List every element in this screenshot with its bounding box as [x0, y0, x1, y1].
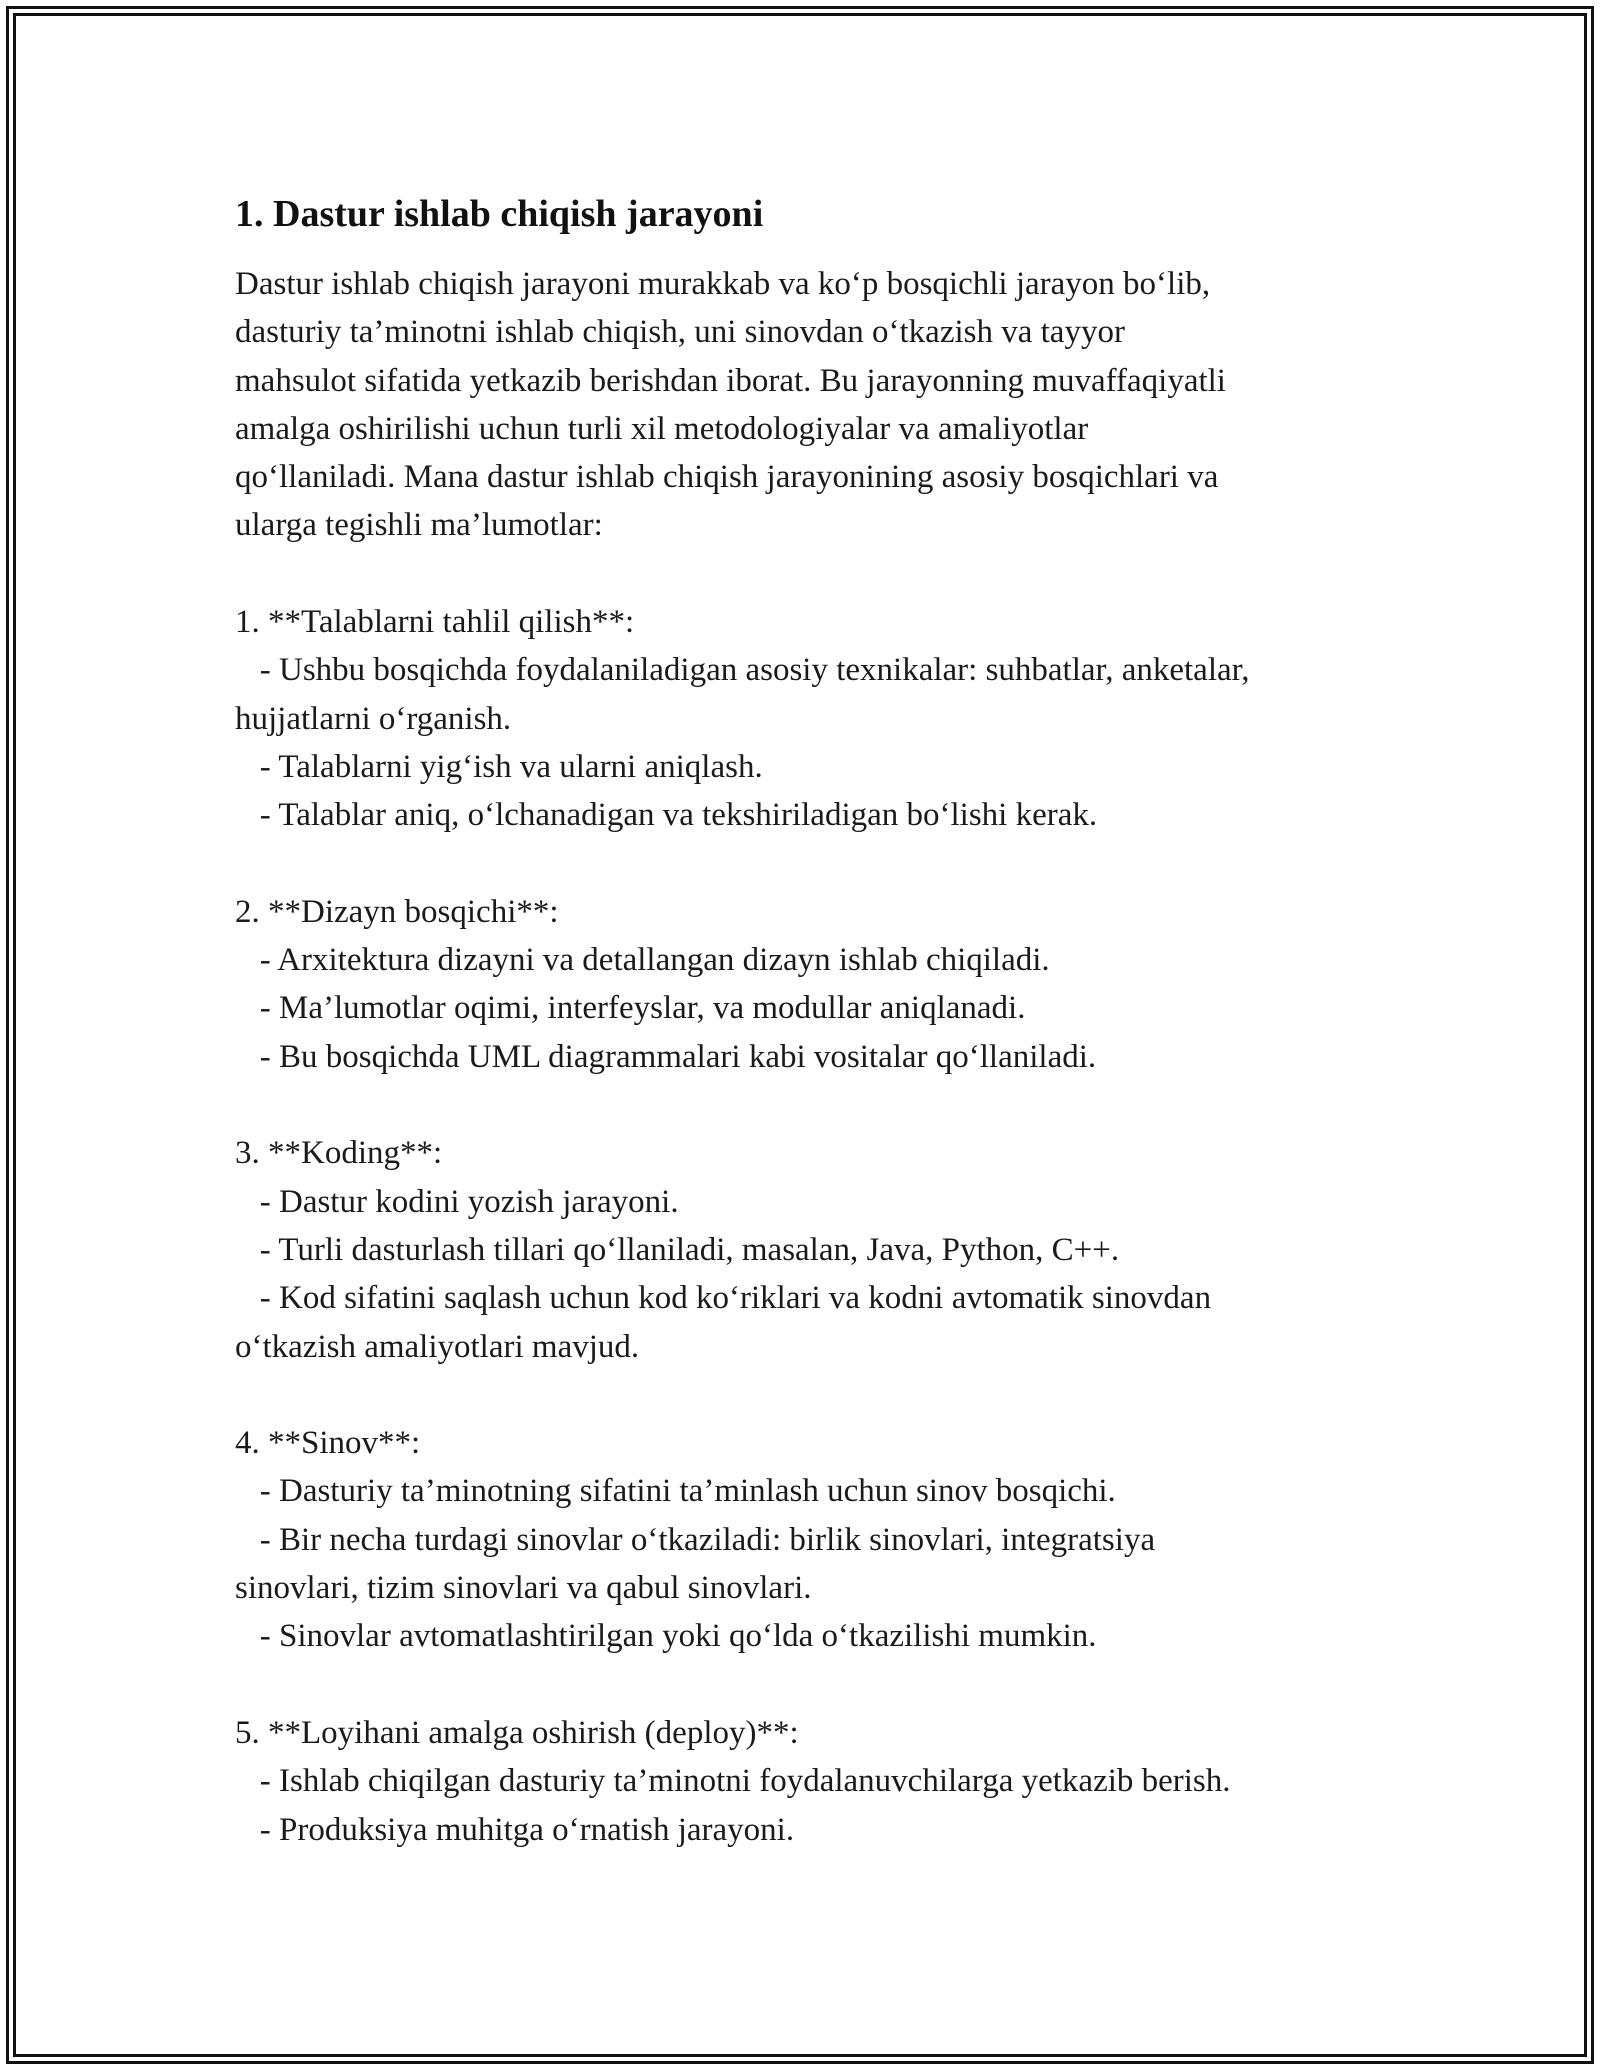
list-item: - Ma’lumotlar oqimi, interfeyslar, va modullar aniqlanadi.: [235, 990, 1026, 1027]
spacer: [235, 550, 1395, 598]
spacer: [235, 1081, 1395, 1129]
document-body: [235, 190, 1395, 1854]
list-item: - Sinovlar avtomatlashtirilgan yoki qo‘lda o‘tkazilishi mumkin.: [235, 1618, 1097, 1655]
list-item: - Talablar aniq, o‘lchanadigan va tekshiriladigan bo‘lishi kerak.: [235, 797, 1098, 834]
list-item: - Kod sifatini saqlash uchun kod ko‘riklari va kodni avtomatik sinovdan o‘tkazish amaliyotlari mavjud.: [235, 1280, 1212, 1365]
section-deploy: [235, 1709, 1395, 1854]
list-item: - Turli dasturlash tillari qo‘llaniladi, masalan, Java, Python, C++.: [235, 1231, 1120, 1268]
section-design: [235, 888, 1395, 1081]
spacer: [235, 1661, 1395, 1709]
spacer: [235, 840, 1395, 888]
list-item: - Bir necha turdagi sinovlar o‘tkaziladi: birlik sinovlari, integratsiya sinovlari, tizim sinovlari va qabul sinovlari.: [235, 1521, 1156, 1607]
section-title: 1. **Talablarni tahlil qilish**:: [235, 604, 635, 641]
section-title: 5. **Loyihani amalga oshirish (deploy)**:: [235, 1714, 799, 1751]
list-item: - Bu bosqichda UML diagrammalari kabi vositalar qo‘llaniladi.: [235, 1038, 1097, 1075]
section-title: 3. **Koding**:: [235, 1135, 443, 1172]
list-item: - Dastur kodini yozish jarayoni.: [235, 1183, 679, 1220]
page-title: 1. Dastur ishlab chiqish jarayoni: [235, 193, 764, 235]
section-coding: [235, 1129, 1395, 1370]
section-testing: [235, 1419, 1395, 1660]
intro-paragraph: Dastur ishlab chiqish jarayoni murakkab va ko‘p bosqichli jarayon bo‘lib, dasturiy ta’minotni ishlab chiqish, uni sinovdan o‘tkazish va tayyor mahsulot sifatida yetkazib berishdan iborat. Bu jarayonning muvaffaqiyatli amalga oshirilishi uchun turli xil metodologiyalar va amaliyotlar qo‘llaniladi. Mana dastur ishlab chiqish jarayonining asosiy bosqichlari va ularga tegishli ma’lumotlar:: [235, 266, 1226, 544]
list-item: - Dasturiy ta’minotning sifatini ta’minlash uchun sinov bosqichi.: [235, 1473, 1116, 1510]
list-item: - Talablarni yig‘ish va ularni aniqlash.: [235, 748, 763, 785]
section-title: 2. **Dizayn bosqichi**:: [235, 893, 559, 930]
list-item: - Ushbu bosqichda foydalaniladigan asosiy texnikalar: suhbatlar, anketalar, hujjatlarni o‘rganish.: [235, 652, 1250, 737]
list-item: - Ishlab chiqilgan dasturiy ta’minotni foydalanuvchilarga yetkazib berish.: [235, 1763, 1231, 1800]
section-requirements: [235, 598, 1395, 839]
list-item: - Produksiya muhitga o‘rnatish jarayoni.: [235, 1811, 795, 1848]
list-item: - Arxitektura dizayni va detallangan dizayn ishlab chiqiladi.: [235, 942, 1050, 979]
spacer: [235, 1371, 1395, 1419]
section-title: 4. **Sinov**:: [235, 1425, 421, 1462]
